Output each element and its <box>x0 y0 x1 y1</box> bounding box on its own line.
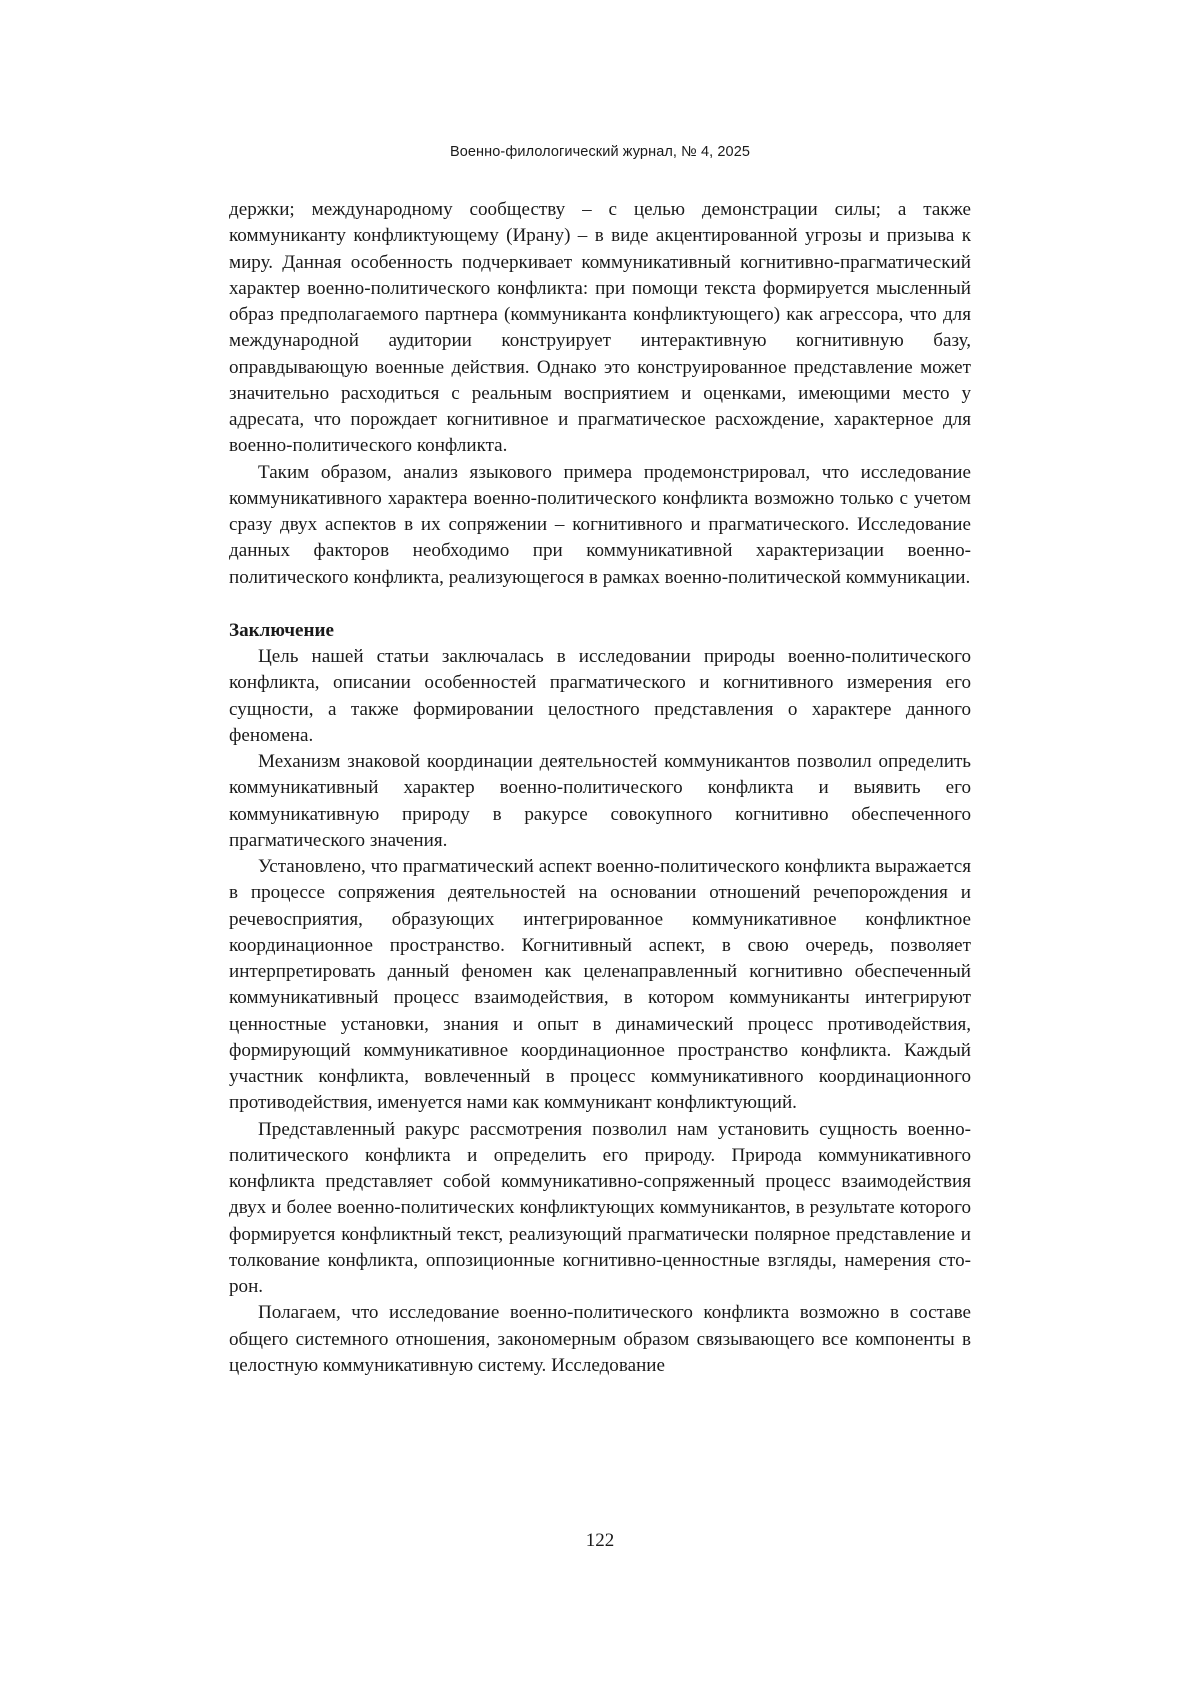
conclusion-paragraph-5: Полагаем, что исследование военно-политического конфликта возможно в составе общего системного отношения, закономерным образом связывающего все компоненты в целостную коммуникативную систему. Исследование <box>229 1302 971 1376</box>
continued-paragraph: держки; международному сообществу – с целью демонстрации силы; а также коммуниканту конфликтующему (Ирану) – в виде акцентированной угрозы и призыва к миру. Данная особенность подчеркивает коммуникативный когнитивно-прагматический характер военно-политического конфликта: при помощи текста формируется мысленный образ предполагаемого партнера (коммуниканта конфликтующего) как агрессора, что для международной аудитории конструирует интерактивную когнитивную базу, оправдывающую военные действия. Однако это конструированное представление может значительно расходиться с реальным восприятием и оценками, имеющими место у адресата, что порождает когнитивное и прагматическое расхождение, характерное для военно-политического конфликта. <box>229 199 971 457</box>
running-header: Военно-филологический журнал, № 4, 2025 <box>449 144 751 160</box>
section-heading-conclusion: Заключение <box>229 619 334 641</box>
article-body <box>229 197 971 1379</box>
conclusion-paragraph-3: Установлено, что прагматический аспект военно-политического конфликта выражается в процессе сопряжения деятельностей на основании отношений речепорождения и речевосприятия, образующих интегрированное коммуникативное конфликтное координационное пространство. Когнитивный аспект, в свою очередь, позволяет интерпретировать данный феномен как целенаправленный когнитивно обеспеченный коммуникативный процесс взаимодействия, в котором коммуниканты интегрируют ценностные установки, знания и опыт в динамический процесс противодействия, формирующий коммуникативное координационное пространство конфликта. Каждый участник конфликта, вовлеченный в процесс коммуникативного координационного противодействия, именуется нами как коммуникант конфликтующий. <box>229 856 971 1114</box>
conclusion-paragraph-1: Цель нашей статьи заключалась в исследовании природы военно-политического конфликта, описании особенностей прагматического и когнитивного измерения его сущности, а также формировании целостного представления о характере данного феномена. <box>229 646 971 746</box>
page-number: 122 <box>585 1530 615 1551</box>
summary-paragraph: Таким образом, анализ языкового примера продемонстрировал, что исследование коммуникативного характера военно-политического конфликта возможно только с учетом сразу двух аспектов в их сопряжении – когнитивного и прагматического. Исследование данных факторов необходимо при коммуникативной характеризации военно-политического конфликта, реализующегося в рамках военно-политической коммуникации. <box>229 461 971 588</box>
conclusion-paragraph-2: Механизм знаковой координации деятельностей коммуникантов позволил определить коммуникативный характер военно-политического конфликта и выявить его коммуникативную природу в ракурсе совокупного когнитивно обеспеченного прагматического значения. <box>229 751 971 851</box>
conclusion-paragraph-4: Представленный ракурс рассмотрения позволил нам установить сущность военно-политического конфликта и определить его природу. Природа коммуникативного конфликта представляет собой коммуникативно-сопряженный процесс взаимодействия двух и более военно-политических конфликтующих коммуникантов, в результате которого формируется конфликтный текст, реализующий прагматически полярное представление и толкование конфликта, оппозиционные когнитивно-ценностные взгляды, намерения сторон. <box>229 1118 971 1297</box>
